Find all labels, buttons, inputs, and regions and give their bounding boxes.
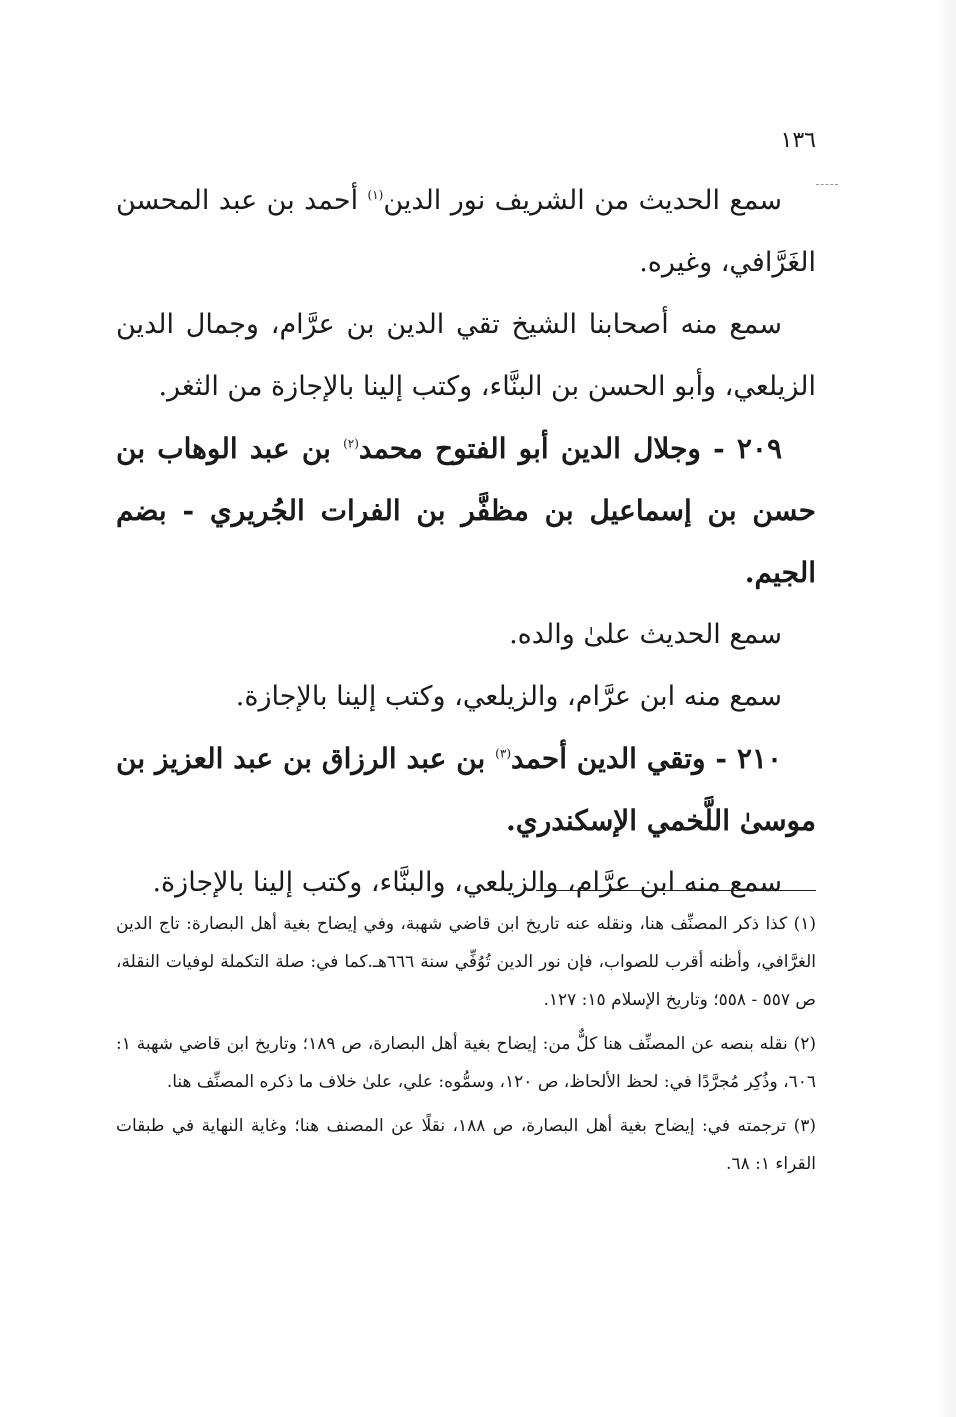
paragraph: سمع الحديث علىٰ والده. <box>509 619 782 650</box>
footnote-separator <box>536 890 816 891</box>
biography-entry: ٢٠٩ - وجلال الدين أبو الفتوح محمد$^{(٢)}$ بن عبد الوهاب بن حسن بن إسماعيل بن مظفَّر بن الفرات الجُريري - بضم الجيم. <box>116 432 816 589</box>
page-edge-shadow <box>936 0 956 1417</box>
footnote-ref: (٣) <box>495 746 511 761</box>
margin-mark <box>816 184 838 186</box>
biography-entry: ٢١٠ - وتقي الدين أحمد$^{(٣)}$ بن عبد الرزاق بن عبد العزيز بن موسىٰ اللَّخمي الإسكندري. <box>116 742 816 837</box>
footnote-ref: (١) <box>367 188 384 202</box>
entry-number: ٢١٠ - <box>705 742 782 775</box>
paragraph: سمع منه ابن عرَّام، والزيلعي، وكتب إلينا بالإجازة. <box>235 681 782 712</box>
entry-number: ٢٠٩ - <box>700 432 783 465</box>
paragraph: سمع منه أصحابنا الشيخ تقي الدين بن عرَّام، وجمال الدين الزيلعي، وأبو الحسن بن البنَّاء، وكتب إلينا بالإجازة من الثغر. <box>116 309 816 402</box>
page-number: ١٣٦ <box>780 128 816 153</box>
footnote-ref: (٢) <box>343 436 359 451</box>
paragraph: سمع منه ابن عرَّام، والزيلعي، والبنَّاء، وكتب إلينا بالإجازة. <box>152 867 782 898</box>
paragraph: سمع الحديث من الشريف نور الدين$^{(١)}$ أحمد بن عبد المحسن الغَرَّافي، وغيره. <box>116 185 816 278</box>
main-text <box>116 170 816 914</box>
footnote-3: (٣) ترجمته في: إيضاح بغية أهل البصارة، ص ١٨٨، نقلًا عن المصنف هنا؛ وغاية النهاية في طبقات القراء ١: ٦٨. <box>116 1116 816 1174</box>
footnotes <box>116 905 816 1189</box>
footnote-2: (٢) نقله بنصه عن المصنِّف هنا كلٌّ من: إيضاح بغية أهل البصارة، ص ١٨٩؛ وتاريخ ابن قاضي شهبة ١: ٦٠٦، وذُكِر مُجرَّدًا في: لحظ الألحاظ، ص ١٢٠، وسمُّوه: علي، علىٰ خلاف ما ذكره المصنِّف هنا. <box>116 1034 816 1092</box>
footnote-1: (١) كذا ذكر المصنِّف هنا، ونقله عنه تاريخ ابن قاضي شهبة، وفي إيضاح بغية أهل البصارة: تاج الدين الغرَّافي، وأظنه أقرب للصواب، فإن نور الدين تُوُفِّي سنة ٦٦٦هـ.كما في: صلة التكملة لوفيات النقلة، ص ٥٥٧ - ٥٥٨؛ وتاريخ الإسلام ١٥: ١٢٧. <box>116 914 816 1010</box>
